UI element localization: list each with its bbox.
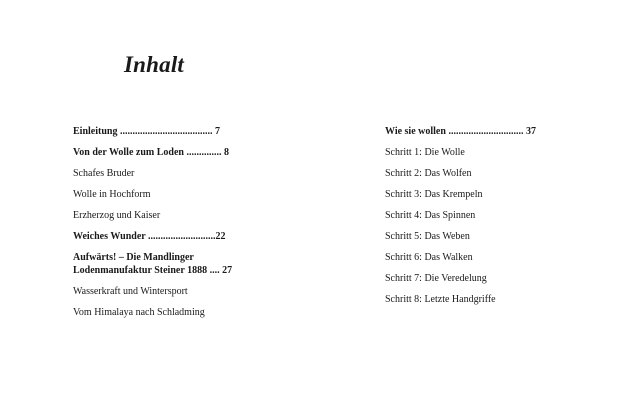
toc-entry-leader: ..................................... [119,126,213,137]
page-title: Inhalt [124,52,185,77]
toc-entry-title-line2-row [73,264,248,277]
toc-entry [385,293,560,306]
toc-entry-title: Schritt 3: Das Krempeln [385,189,483,200]
toc-entry-title: Weiches Wunder [73,231,146,242]
toc-entry [73,230,248,243]
toc-entry-title: Aufwärts! – Die Mandlinger [73,252,194,263]
toc-entry [385,125,560,138]
toc-entry [73,188,248,201]
toc-entry [385,188,560,201]
toc-entry-title: Erzherzog und Kaiser [73,210,161,221]
toc-entry-title: Schritt 7: Die Veredelung [385,273,487,284]
toc-entry-title: Schritt 6: Das Walken [385,252,473,263]
toc-entry-page: 37 [525,126,536,137]
toc-entry-title: Wasserkraft und Wintersport [73,286,188,297]
toc-entry [385,251,560,264]
toc-entry-title: Wolle in Hochform [73,189,151,200]
toc-entry-leader: .............................. [448,126,524,137]
toc-entry-title: Von der Wolle zum Loden [73,147,184,158]
toc-entry-title: Wie sie wollen [385,126,446,137]
toc-entry [73,209,248,222]
toc-left-column [73,125,248,327]
toc-entry-page: 8 [223,147,229,158]
toc-entry-leader: .............. [186,147,222,158]
toc-entry [73,306,248,319]
toc-entry-title: Vom Himalaya nach Schladming [73,307,205,318]
toc-entry-title: Schafes Bruder [73,168,135,179]
toc-entry [385,272,560,285]
toc-entry [73,167,248,180]
toc-entry-page: 22 [215,231,226,242]
toc-entry-title: Schritt 2: Das Wolfen [385,168,472,179]
toc-entry-leader: ........................... [148,231,216,242]
toc-entry-page: 7 [214,126,220,137]
toc-right-column [385,125,560,314]
toc-entry-title: Schritt 4: Das Spinnen [385,210,476,221]
toc-entry [73,251,248,277]
toc-entry [385,146,560,159]
toc-entry-title: Einleitung [73,126,118,137]
toc-entry [385,209,560,222]
toc-entry [73,285,248,298]
toc-entry-title: Schritt 5: Das Weben [385,231,470,242]
toc-entry-leader: .... [209,265,220,276]
toc-entry [73,125,248,138]
toc-entry [385,167,560,180]
toc-entry [73,146,248,159]
toc-entry-page: 27 [222,265,233,276]
toc-entry-title: Schritt 8: Letzte Handgriffe [385,294,496,305]
toc-entry-title-line2: Lodenmanufaktur Steiner 1888 [73,265,208,276]
toc-entry [385,230,560,243]
toc-entry-title: Schritt 1: Die Wolle [385,147,465,158]
